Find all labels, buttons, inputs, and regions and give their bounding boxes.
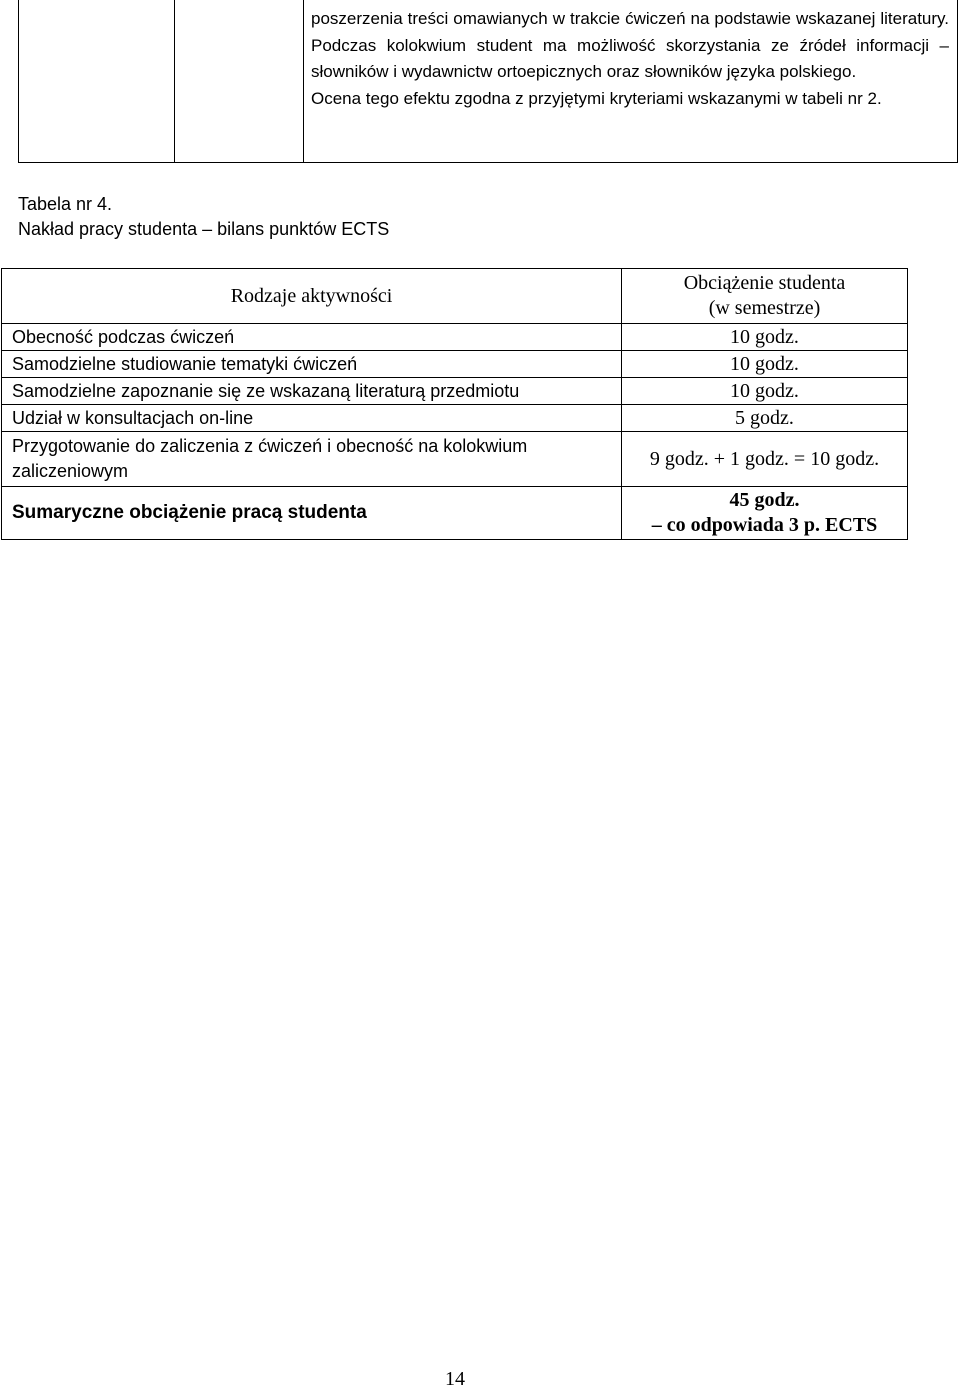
summary-value: [622, 487, 908, 540]
ects-workload-table: [1, 268, 908, 540]
summary-hours: 45 godz.: [729, 489, 800, 511]
hours-cell: 10 godz.: [622, 378, 908, 405]
table-number: Tabela nr 4.: [18, 194, 113, 214]
previous-table-fragment: [18, 0, 958, 163]
table-header-row: [2, 269, 908, 324]
table-title: Nakład pracy studenta – bilans punktów ECTS: [18, 219, 390, 239]
table-row: [2, 405, 908, 432]
table-row: [2, 378, 908, 405]
activity-cell: Samodzielne zapoznanie się ze wskazaną literaturą przedmiotu: [2, 378, 622, 405]
table-cell-empty: [19, 0, 175, 162]
assessment-description-cell: [311, 6, 949, 112]
header-load: [622, 269, 908, 324]
table-cell-empty: [175, 0, 304, 162]
header-load-line1: Obciążenie studenta: [683, 272, 846, 294]
summary-row: [2, 487, 908, 540]
table-row: [2, 432, 908, 487]
page-number: 14: [445, 1368, 465, 1390]
assessment-criteria-note: Ocena tego efektu zgodna z przyjętymi kryteriami wskazanymi w tabeli nr 2.: [311, 88, 882, 108]
summary-label: Sumaryczne obciążenie pracą studenta: [2, 487, 622, 540]
activity-cell: Samodzielne studiowanie tematyki ćwiczeń: [2, 351, 622, 378]
assessment-paragraph: poszerzenia treści omawianych w trakcie ćwiczeń na podstawie wskazanej literatury. Podczas kolokwium student ma możliwość skorzystania ze źródeł informacji – słowników i wydawnictw ortoepicznych oraz słowników języka polskiego.: [311, 9, 949, 81]
hours-cell: 9 godz. + 1 godz. = 10 godz.: [622, 432, 908, 487]
activity-cell: Przygotowanie do zaliczenia z ćwiczeń i obecność na kolokwium zaliczeniowym: [2, 432, 622, 487]
summary-ects: – co odpowiada 3 p. ECTS: [651, 514, 878, 536]
hours-cell: 10 godz.: [622, 324, 908, 351]
header-activity: Rodzaje aktywności: [2, 269, 622, 324]
hours-cell: 10 godz.: [622, 351, 908, 378]
header-load-line2: (w semestrze): [708, 297, 821, 319]
activity-cell: Udział w konsultacjach on-line: [2, 405, 622, 432]
table-row: [2, 324, 908, 351]
table-row: [2, 351, 908, 378]
activity-cell: Obecność podczas ćwiczeń: [2, 324, 622, 351]
hours-cell: 5 godz.: [622, 405, 908, 432]
